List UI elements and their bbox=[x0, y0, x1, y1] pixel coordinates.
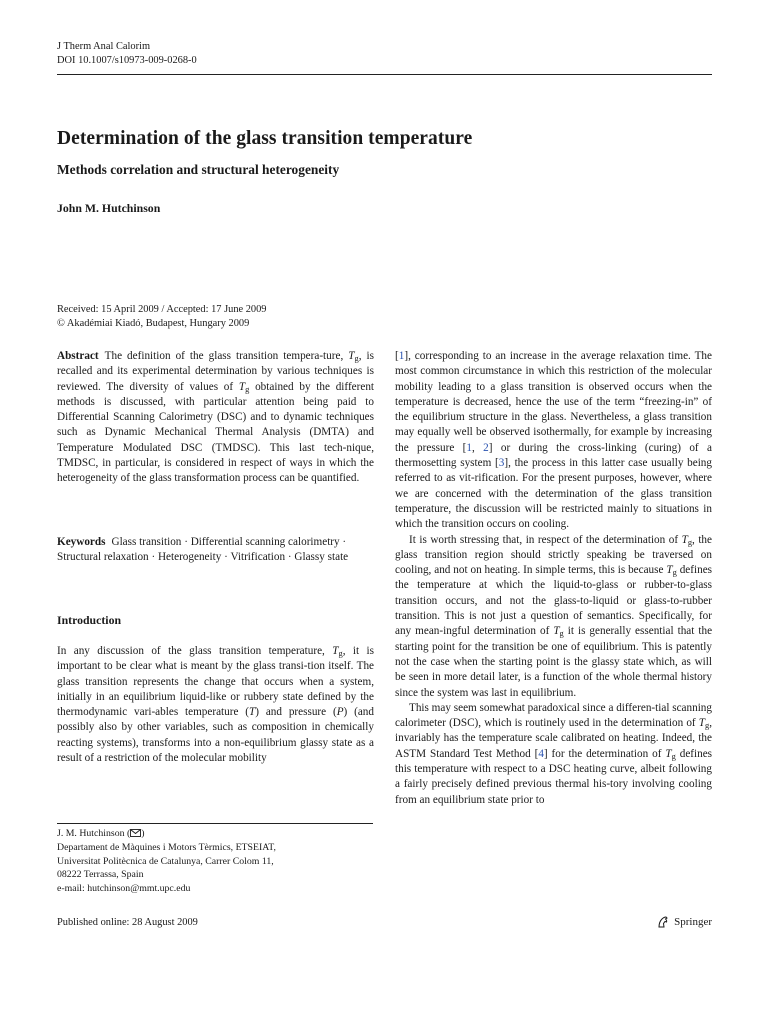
paper-title: Determination of the glass transition temperature bbox=[57, 128, 473, 149]
journal-header bbox=[57, 40, 197, 68]
envelope-icon bbox=[130, 829, 141, 837]
copyright: © Akadémiai Kiadó, Budapest, Hungary 2009 bbox=[57, 318, 250, 329]
paragraph: [1], corresponding to an increase in the average relaxation time. The most common circumstance in which this restriction of the molecular mobility leading to a glass transition is observed occurs when the temperature is decreased, hence the use of the term “freezing-in” of the equilibrium structure in the glass. Nevertheless, a glass transition may equally well be observed isothermally, for example by increasing the pressure [1, 2] or during the cross-linking (curing) of a thermosetting system [3], the process in this latter case usually being referred to as vit-rification. For the present purposes, however, where we are concerned with the determination of the glass transition temperature, the discussion will be restricted mainly to situations in which the transition occurs on cooling. bbox=[395, 350, 712, 531]
keywords-label: Keywords bbox=[57, 536, 106, 548]
introduction-paragraph: In any discussion of the glass transition temperature, $T_g$, it is important to be clear what is meant by the glass transi-tion itself. The glass transition represents the change that occurs when a system, initially in an equilibrium liquid-like or rubbery state defined by the thermodynamic vari-ables temperature (T) and pressure (P) (and possibly also by other variables, such as composition in chemically reacting systems), transforms into a non-equilibrium glassy state as a result of a restriction of the molecular mobility bbox=[57, 645, 374, 765]
journal-name: J Therm Anal Calorim bbox=[57, 41, 151, 52]
article-dates bbox=[57, 303, 267, 331]
abstract-label: Abstract bbox=[57, 350, 99, 362]
published-online-date: Published online: 28 August 2009 bbox=[57, 917, 198, 928]
author-affiliation-footnote: J. M. Hutchinson ( ) Departament de Màquines i Motors Tèrmics, ETSEIAT, Universitat Politècnica de Catalunya, Carrer Colom 11, 08222 Terrassa, Spain e-mail: hutchinson@mmt.upc.edu bbox=[57, 828, 276, 895]
right-column-text bbox=[395, 349, 712, 808]
header-rule bbox=[57, 74, 712, 75]
keywords-list: Glass transition · Differential scanning calorimetry · Structural relaxation · Heterogeneity · Vitrification · Glassy state bbox=[57, 536, 349, 564]
publisher-name: Springer bbox=[674, 916, 712, 928]
author-name: John M. Hutchinson bbox=[57, 201, 161, 215]
citation-link[interactable]: 1 bbox=[466, 441, 472, 454]
abstract: Abstract The definition of the glass transition tempera-ture, $T_g$, is recalled and its experimental determination by various techniques is reviewed. The diversity of values of $T_g$ obtained by the different methods is discussed, with particular attention being paid to Differential Scanning Calorimetry (DSC) and to dynamic techniques such as Dynamic Mechanical Thermal Analysis (DMTA) and Temperature Modulated DSC (TMDSC). This last tech-nique, TMDSC, in particular, is considered in respect of ways in which the heterogeneity of the glass transformation process can be quantified. bbox=[57, 350, 375, 485]
received-accepted: Received: 15 April 2009 / Accepted: 17 June 2009 bbox=[57, 304, 267, 315]
doi: DOI 10.1007/s10973-009-0268-0 bbox=[57, 55, 197, 66]
springer-horse-icon bbox=[656, 915, 670, 929]
paper-subtitle: Methods correlation and structural heterogeneity bbox=[57, 162, 340, 177]
author-email[interactable]: e-mail: hutchinson@mmt.upc.edu bbox=[57, 883, 191, 895]
paragraph: This may seem somewhat paradoxical since a differen-tial scanning calorimeter (DSC), which is routinely used in the determination of $T_g$, invariably has the temperature scale calibrated on heating. Indeed, the ASTM Standard Test Method [4] for the determination of $T_g$ defines this temperature with respect to a DSC heating curve, albeit following a fairly precisely defined previous thermal his-tory involving cooling from an equilibrium state prior to bbox=[395, 701, 713, 806]
citation-link[interactable]: 4 bbox=[538, 747, 544, 760]
citation-link[interactable]: 1 bbox=[398, 350, 405, 362]
section-heading-introduction: Introduction bbox=[57, 613, 122, 627]
citation-link[interactable]: 3 bbox=[498, 457, 505, 470]
footnote-rule bbox=[57, 823, 373, 824]
keywords bbox=[57, 535, 374, 566]
citation-link[interactable]: 2 bbox=[483, 441, 489, 454]
publisher-logo bbox=[656, 915, 712, 929]
paragraph: It is worth stressing that, in respect of the determination of $T_g$, the glass transition region should strictly speaking be traversed on cooling, and not on heating. In simple terms, this is because $T_g$ defines the temperature at which the liquid-to-glass or rubber-to-glass transition occurs, and not the glass-to-liquid or glass-to-rubber transition. This is not just a question of semantics. Specifically, for any mean-ingful determination of $T_g$ it is generally essential that the starting point for the transition be one of equilibrium. This is patently not the case when the starting point is the glassy state which, as will be seen in more detail later, is a function of the whole thermal history since the system was last in equilibrium. bbox=[395, 533, 713, 699]
